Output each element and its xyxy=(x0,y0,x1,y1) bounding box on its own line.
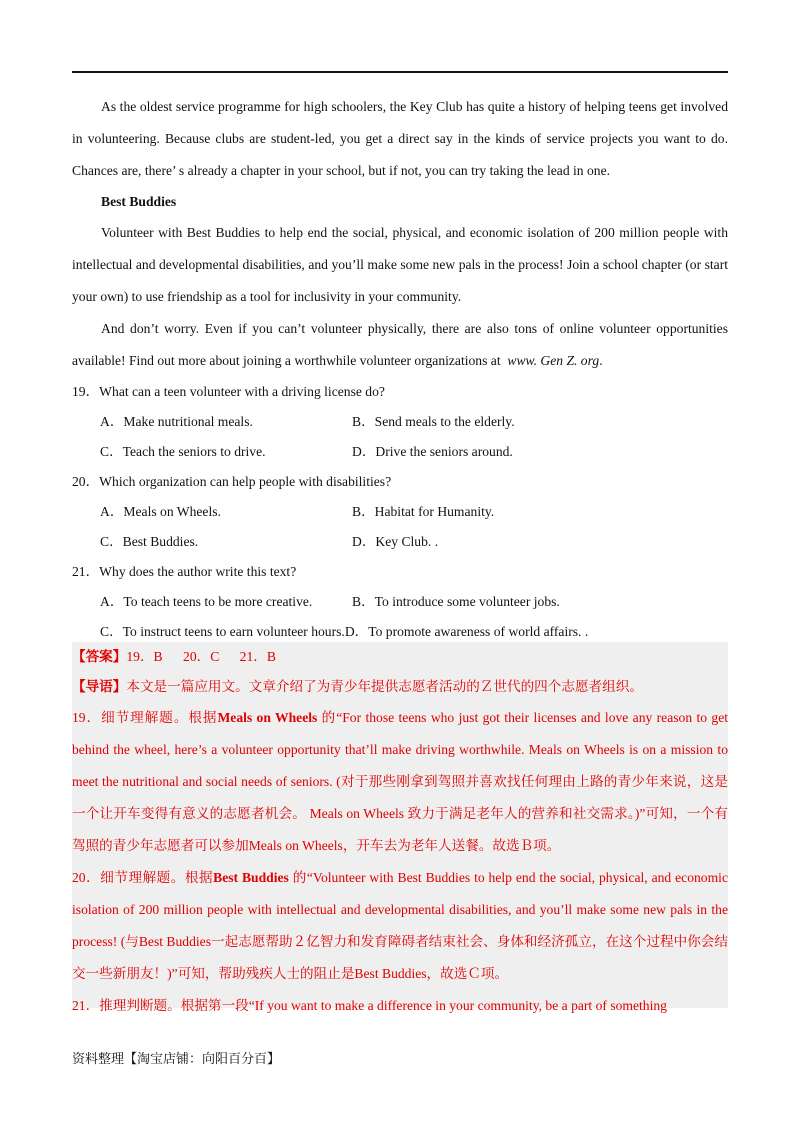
explanation-text: 的“Volunteer with Best Buddies to help end the social, physical, and economic isolation of 200 million people with intellectual and developmental disabilities, and you’ll make some new pals in the process! (与Best Buddies一起志愿帮助２亿智力和发育障碍者结束社会、身体和经济孤立，在这个过程中你会结交一些新朋友！)”可知，帮助残疾人士的阻止是Best Buddies，故选Ｃ项。 xyxy=(72,870,728,981)
explanation-keyword: Meals on Wheels xyxy=(217,710,318,725)
option: D．To promote awareness of world affairs. . xyxy=(344,624,589,639)
option: A．Meals on Wheels. xyxy=(100,504,221,519)
answer-key-values: 19．B 20．C 21．B xyxy=(126,649,276,664)
options-row xyxy=(72,527,728,557)
explanation-keyword: Best Buddies xyxy=(213,870,289,885)
option: B．Send meals to the elderly. xyxy=(352,414,515,429)
explanation-prefix: 20．细节理解题。根据 xyxy=(72,870,214,885)
website-link: www. Gen Z. org xyxy=(507,353,600,368)
paragraph-best-buddies: Volunteer with Best Buddies to help end the social, physical, and economic isolation of 200 million people with intellectual and developmental disabilities, and you’ll make some new pals in the process! Join a school chapter (or start your own) to use friendship as a tool for inclusivity in your community. xyxy=(72,225,728,304)
answer-section xyxy=(72,642,728,1022)
options-row xyxy=(72,587,728,617)
closing-text: And don’t worry. Even if you can’t volunteer physically, there are also tons of online volunteer opportunities available! Find out more about joining a worthwhile volunteer organizations at xyxy=(72,321,728,368)
option: C．Best Buddies. xyxy=(100,534,199,549)
answer-guide-text: 本文是一篇应用文。文章介绍了为青少年提供志愿者活动的Ｚ世代的四个志愿者组织。 xyxy=(126,679,643,694)
option: B．To introduce some volunteer jobs. xyxy=(352,594,560,609)
option: A．Make nutritional meals. xyxy=(100,414,253,429)
section-heading-best-buddies: Best Buddies xyxy=(101,194,177,209)
option: B．Habitat for Humanity. xyxy=(352,504,495,519)
paragraph-key-club: As the oldest service programme for high schoolers, the Key Club has quite a history of helping teens get involved in volunteering. Because clubs are student-led, you get a direct say in the kinds of service projects you want to do. Chances are, there’ s already a chapter in your school, but if not, you can try taking the lead in one. xyxy=(72,99,728,178)
paragraph-closing: And don’t worry. Even if you can’t volunteer physically, there are also tons of online volunteer opportunities available! Find out more about joining a worthwhile volunteer organizations at www. Gen Z. org. xyxy=(72,321,728,368)
option: D．Drive the seniors around. xyxy=(352,444,513,459)
document-body xyxy=(72,91,728,647)
explanation-text: 的“For those teens who just got their licenses and love any reason to get behind the wheel, here’s a volunteer opportunity that’ll make driving worthwhile. Meals on Wheels is on a mission to meet the nutritional and social needs of seniors. (对于那些刚拿到驾照并喜欢找任何理由上路的青少年来说，这是一个让开车变得有意义的志愿者机会。 Meals on Wheels 致力于满足老年人的营养和社交需求。)”可知，一个有驾照的青少年志愿者可以参加Meals on Wheels，开车去为老年人送餐。故选Ｂ项。 xyxy=(72,710,729,853)
explanation-19 xyxy=(72,702,728,862)
explanation-prefix: 19．细节理解题。根据 xyxy=(72,710,218,725)
options-row xyxy=(72,497,728,527)
question-20: 20．Which organization can help people with disabilities? xyxy=(72,474,392,489)
question-21: 21．Why does the author write this text? xyxy=(72,564,297,579)
answer-key-label: 【答案】 xyxy=(72,649,127,664)
option: D．Key Club. . xyxy=(352,534,439,549)
explanation-21: 21．推理判断题。根据第一段“If you want to make a difference in your community, be a part of something xyxy=(72,998,667,1013)
answer-guide xyxy=(72,672,728,702)
answer-guide-label: 【导语】 xyxy=(72,679,127,694)
footer-source: 资料整理【淘宝店铺：向阳百分百】 xyxy=(72,1051,281,1066)
option: A．To teach teens to be more creative. xyxy=(100,594,313,609)
explanation-20 xyxy=(72,862,728,990)
answer-key xyxy=(72,642,728,672)
question-19: 19．What can a teen volunteer with a driving license do? xyxy=(72,384,385,399)
options-row xyxy=(72,437,728,467)
options-row xyxy=(72,407,728,437)
option: C．To instruct teens to earn volunteer hours. xyxy=(100,624,345,639)
option: C．Teach the seniors to drive. xyxy=(100,444,266,459)
header-rule xyxy=(72,71,728,73)
